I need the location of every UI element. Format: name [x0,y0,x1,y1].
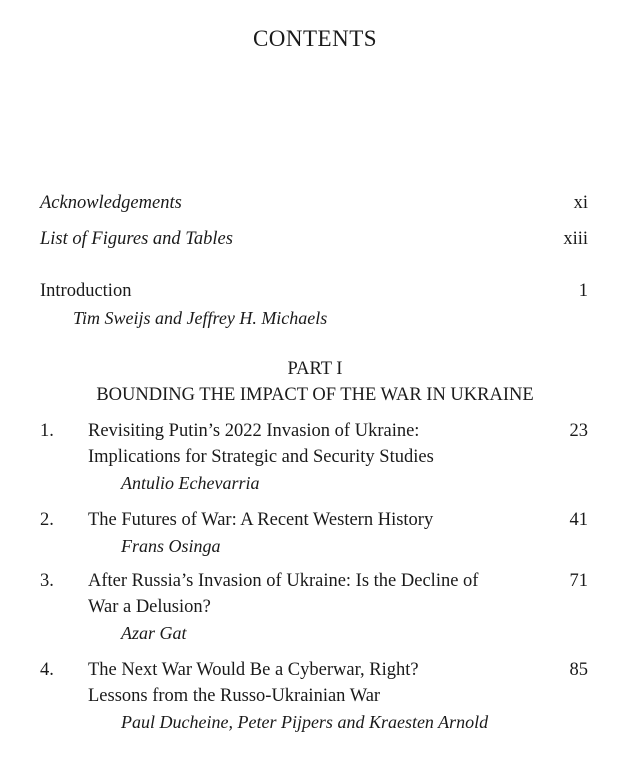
toc-entry-introduction[interactable] [40,278,588,304]
chapter-number: 2. [40,510,54,530]
chapter-title-line: Revisiting Putin’s 2022 Invasion of Ukraine: [88,421,420,441]
toc-entry-title: Introduction [40,281,132,301]
chapter-author: Paul Ducheine, Peter Pijpers and Kraesten Arnold [121,712,489,732]
chapter-title-line: Implications for Strategic and Security Studies [88,447,434,467]
toc-chapter-2[interactable] [40,507,588,559]
chapter-page: 71 [569,571,588,591]
chapter-title-line: The Next War Would Be a Cyberwar, Right? [88,660,419,680]
toc-chapter-1[interactable] [40,418,588,496]
chapter-page: 85 [569,660,588,680]
chapter-number: 4. [40,660,54,680]
toc-entry-title: Acknowledgements [40,193,182,213]
toc-entry-page: xi [573,193,588,213]
chapter-author: Antulio Echevarria [121,473,260,493]
toc-entry-page: xiii [563,229,588,249]
chapter-number: 1. [40,421,54,441]
chapter-title-line: Lessons from the Russo-Ukrainian War [88,686,381,706]
toc-entry-page: 1 [578,281,588,301]
chapter-title-line: After Russia’s Invasion of Ukraine: Is the Decline of [88,571,479,591]
part-title: BOUNDING THE IMPACT OF THE WAR IN UKRAINE [96,385,534,405]
toc-entry-acknowledgements[interactable] [40,190,588,216]
part-label: PART I [287,359,343,379]
toc-chapter-4[interactable] [40,657,588,735]
page-title: CONTENTS [252,26,378,51]
chapter-page: 41 [569,510,588,530]
toc-entry-list-of-figures[interactable] [40,226,588,252]
chapter-author: Frans Osinga [121,536,221,556]
chapter-number: 3. [40,571,54,591]
toc-chapter-3[interactable] [40,568,588,646]
chapter-page: 23 [569,421,588,441]
chapter-title-line: The Futures of War: A Recent Western History [88,510,434,530]
introduction-author: Tim Sweijs and Jeffrey H. Michaels [73,308,328,328]
toc-entry-title: List of Figures and Tables [40,229,233,249]
chapter-title-line: War a Delusion? [88,597,211,617]
chapter-author: Azar Gat [121,623,187,643]
